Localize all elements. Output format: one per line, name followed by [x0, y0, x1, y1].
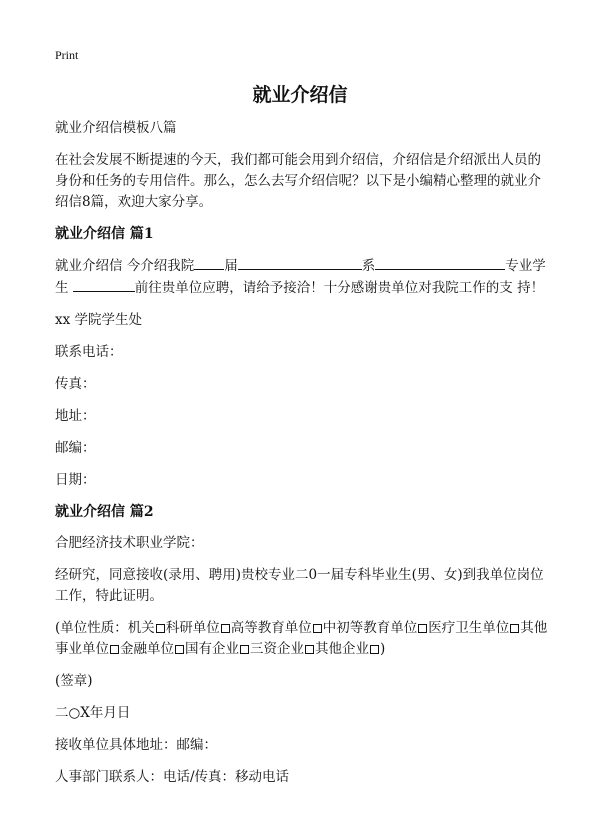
blank-line: [194, 255, 224, 270]
section2-salutation: 合肥经济技术职业学院：: [55, 535, 204, 551]
unit-type-label: 科研单位: [165, 620, 220, 636]
unit-type-label: 中初等教育单位: [322, 620, 418, 636]
section1-address-label: 地址：: [55, 408, 96, 424]
blank-line: [375, 255, 505, 270]
checkbox-square-icon: [370, 645, 379, 654]
document-body: [55, 118, 550, 799]
section2-contact-line: 人事部门联系人：电话/传真：移动电话: [55, 769, 290, 785]
section1-body: [55, 255, 550, 299]
checkbox-square-icon: [305, 645, 314, 654]
unit-type-label: 其他企业: [315, 641, 369, 657]
section2-body: 经研究，同意接收(录用、聘用)贵校专业二0一届专科毕业生(男、女)到我单位岗位工作，特此证明。: [55, 567, 544, 604]
section2-date: 二○X年月日: [55, 705, 131, 721]
checkbox-square-icon: [240, 645, 249, 654]
unit-type-label: 其他事业单位: [55, 620, 548, 657]
intro-heading: 就业介绍信模板八篇: [55, 120, 177, 136]
checkbox-square-icon: [313, 624, 322, 633]
section1-postcode-label: 邮编：: [55, 440, 96, 456]
unit-type-label: 医疗卫生单位: [428, 620, 510, 636]
unit-type-label: 三资企业: [250, 641, 304, 657]
section1-fax-label: 传真：: [55, 376, 96, 392]
section2-address-line: 接收单位具体地址：邮编：: [55, 737, 217, 753]
section1-phone-label: 联系电话：: [55, 344, 123, 360]
unit-type-suffix: ): [380, 641, 386, 657]
section1-body-part2: 届: [224, 258, 238, 274]
blank-line: [238, 255, 362, 270]
intro-paragraph: 在社会发展不断提速的今天，我们都可能会用到介绍信，介绍信是介绍派出人员的身份和任务的专用信件。那么，怎么去写介绍信呢？以下是小编精心整理的就业介绍信8篇，欢迎大家分享。: [55, 152, 541, 210]
unit-type-list: [55, 620, 547, 657]
section1-sender: xx 学院学生处: [55, 312, 143, 328]
unit-type-label: 机关: [127, 620, 155, 636]
document-title: 就业介绍信: [252, 84, 348, 106]
print-label: Print: [55, 48, 79, 62]
section1-body-part5: 前往贵单位应聘，请给予接洽！十分感谢贵单位对我院工作的支 持！: [134, 280, 545, 296]
checkbox-square-icon: [510, 624, 519, 633]
section1-body-part1: 就业介绍信 今介绍我院: [55, 258, 195, 274]
section1-body-part4: 专业学生: [55, 258, 546, 296]
checkbox-square-icon: [221, 624, 230, 633]
section1-heading: 就业介绍信 篇1: [55, 226, 154, 242]
section2-unit-types: [55, 618, 550, 660]
section2-heading: 就业介绍信 篇2: [55, 504, 154, 520]
checkbox-square-icon: [156, 624, 165, 633]
section2-seal: (签章): [55, 673, 93, 689]
unit-type-prefix: (单位性质：: [55, 620, 128, 636]
blank-line: [73, 277, 135, 292]
unit-type-label: 金融单位: [120, 641, 174, 657]
unit-type-label: 国有企业: [185, 641, 239, 657]
checkbox-square-icon: [175, 645, 184, 654]
checkbox-square-icon: [418, 624, 427, 633]
section1-date-label: 日期：: [55, 472, 96, 488]
unit-type-label: 高等教育单位: [230, 620, 312, 636]
checkbox-square-icon: [110, 645, 119, 654]
section1-body-part3: 系: [361, 258, 376, 274]
